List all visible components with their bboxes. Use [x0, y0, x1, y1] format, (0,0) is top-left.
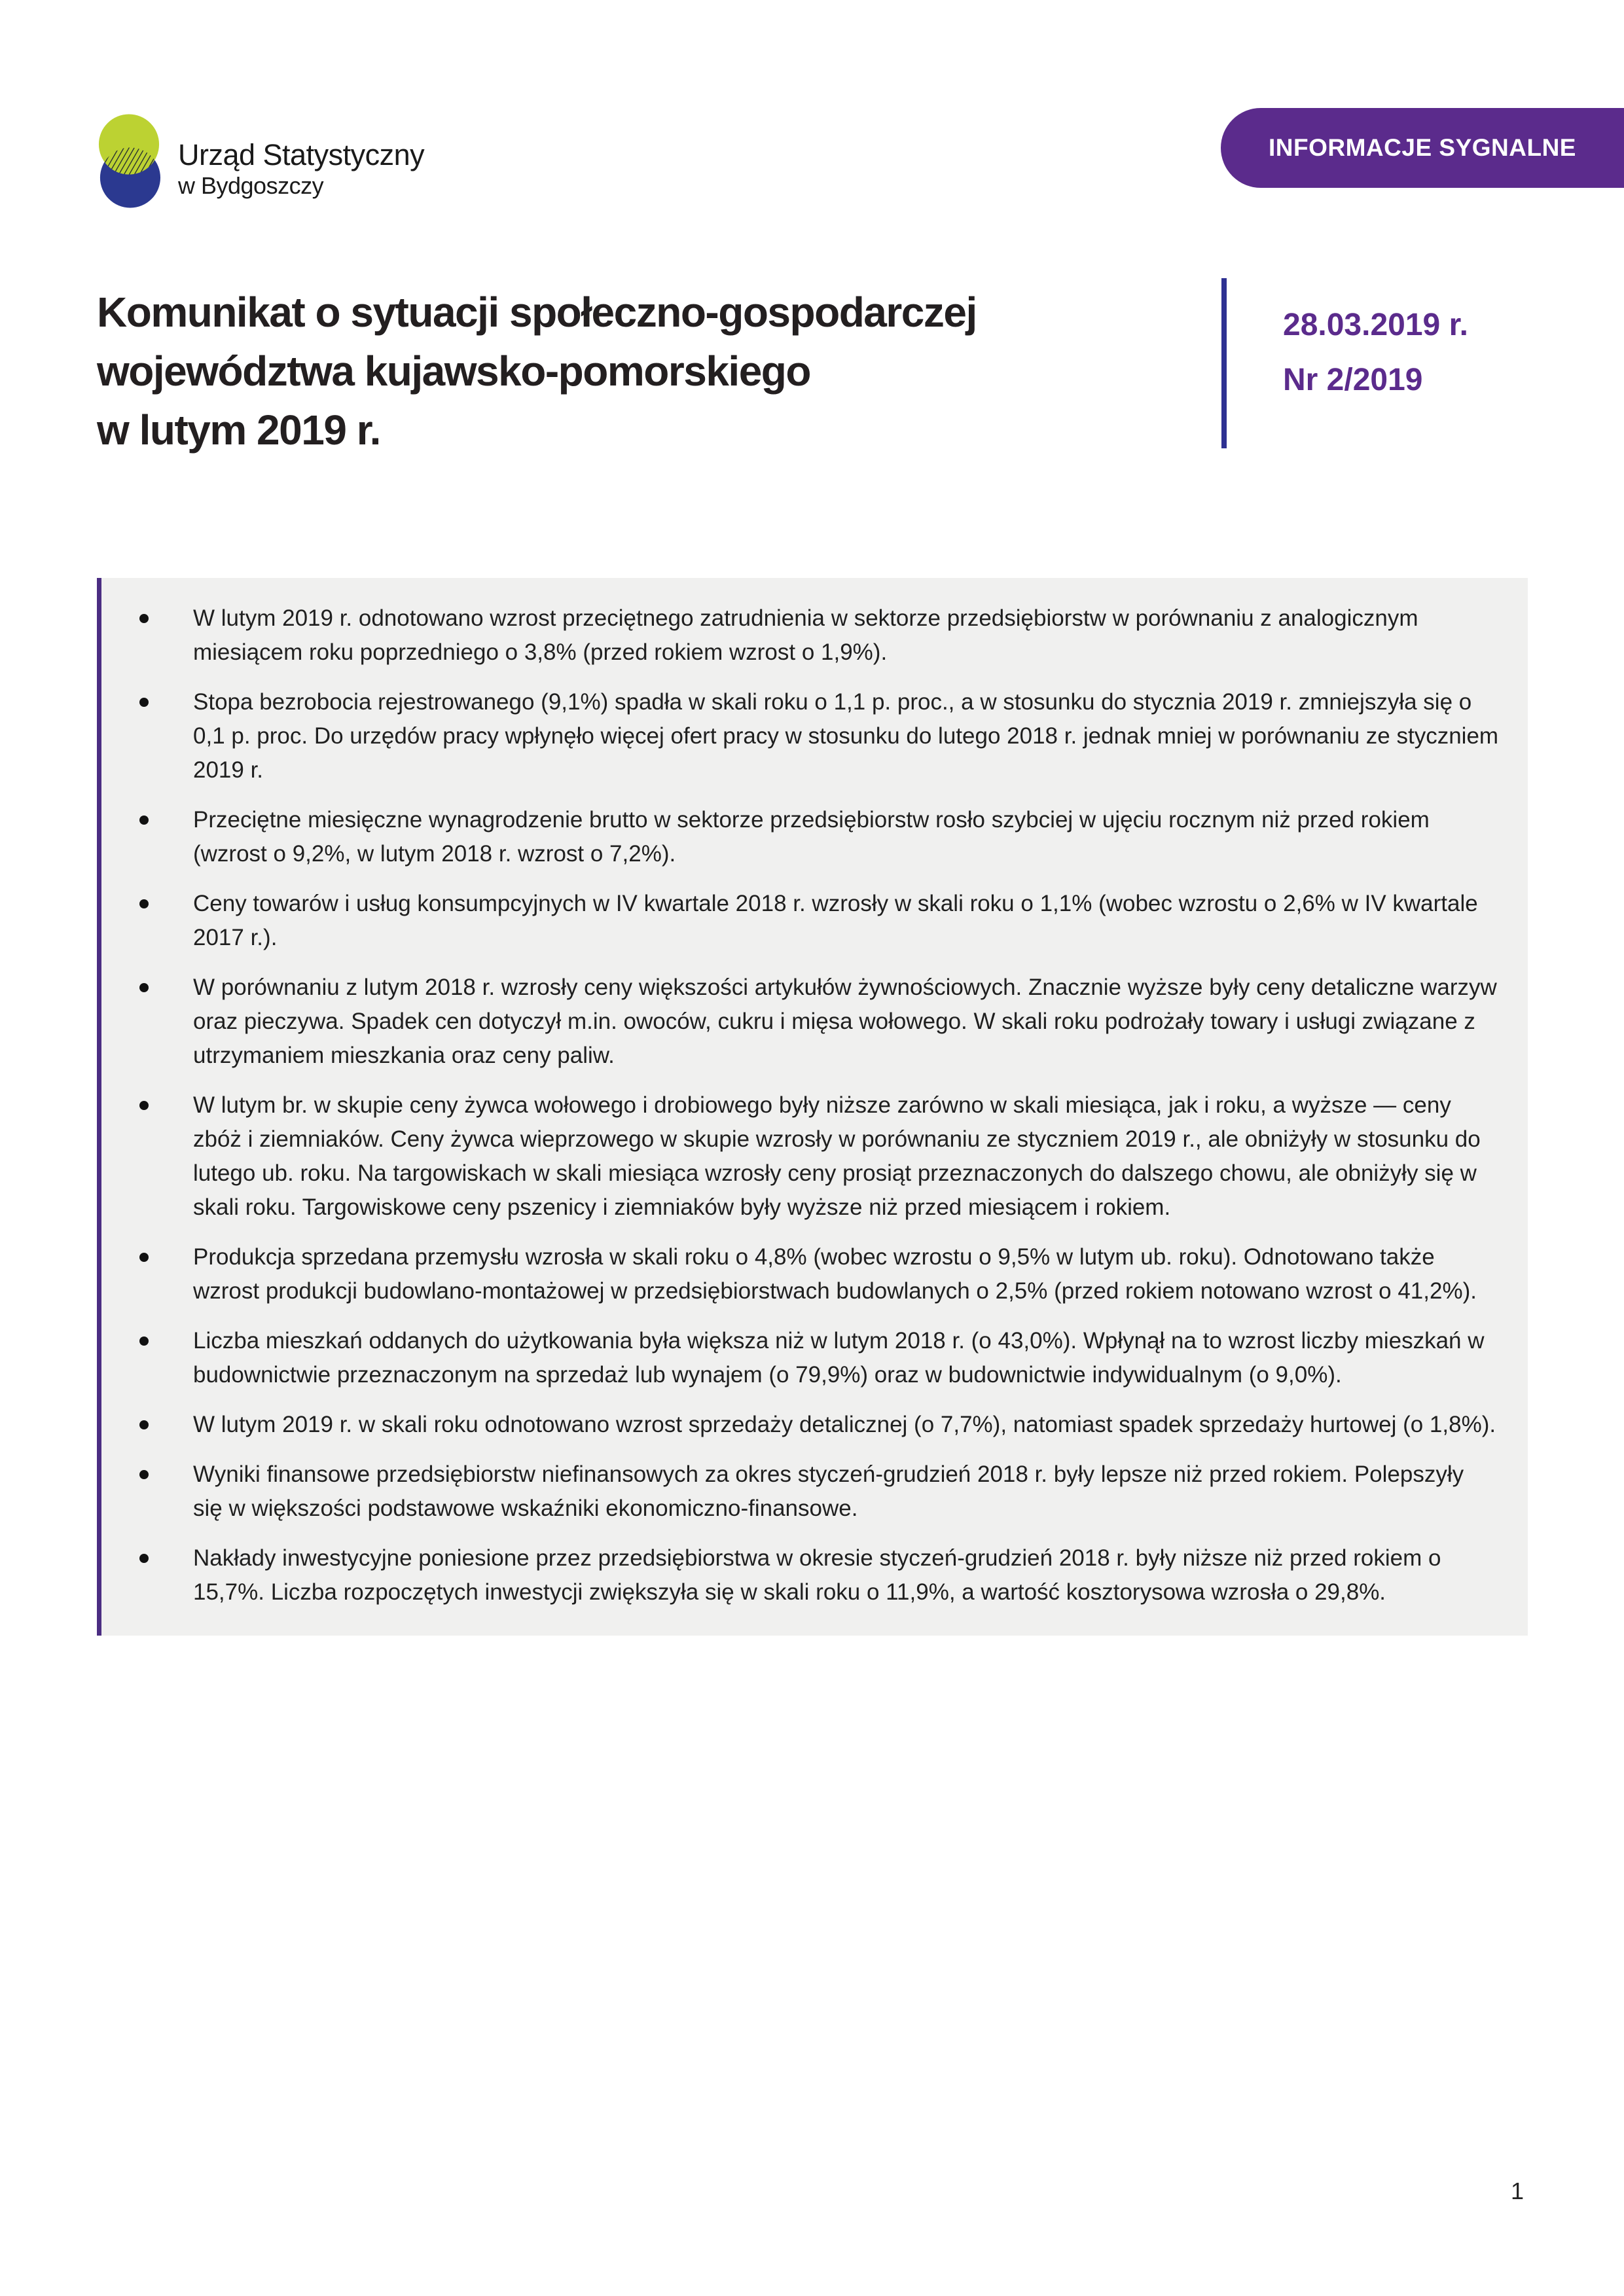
bullet-icon [139, 614, 149, 623]
highlight-text: Ceny towarów i usług konsumpcyjnych w IV kwartale 2018 r. wzrosły w skali roku o 1,1% (wobec wzrostu o 2,6% w IV kwartale 2017 r.). [193, 891, 1478, 950]
bullet-icon [139, 899, 149, 908]
bullet-icon [139, 1470, 149, 1479]
statistical-office-logo-icon [97, 113, 161, 209]
bullet-icon [139, 1253, 149, 1262]
highlights-box [97, 578, 1528, 1636]
bullet-icon [139, 698, 149, 707]
highlight-text: Stopa bezrobocia rejestrowanego (9,1%) spadła w skali roku o 1,1 p. proc., a w stosunku do stycznia 2019 r. zmniejszyła się o 0,1 p. proc. Do urzędów pracy wpłynęło więcej ofert pracy w stosunku do lutego 2018 r. jednak mniej w porównaniu ze styczniem 2019 r. [193, 689, 1499, 783]
info-signal-badge: INFORMACJE SYGNALNE [1221, 108, 1624, 188]
highlight-item [101, 1541, 1499, 1609]
bullet-icon [139, 1420, 149, 1429]
highlight-item [101, 1408, 1499, 1442]
issue-info [1221, 278, 1468, 448]
page-title [97, 283, 1177, 459]
highlight-item [101, 1324, 1499, 1392]
highlight-text: W lutym br. w skupie ceny żywca wołowego i drobiowego były niższe zarówno w skali miesiąca, jak i roku, a wyższe — ceny zbóż i ziemniaków. Ceny żywca wieprzowego w skupie wzrosły w porównaniu ze styczniem 2019 r., ale obniżyły w stosunku do lutego ub. roku. Na targowiskach w skali miesiąca wzrosły ceny prosiąt przeznaczonych do dalszego chowu, ale obniżyły się w skali roku. Targowiskowe ceny pszenicy i ziemniaków były wyższe niż przed miesiącem i rokiem. [193, 1092, 1481, 1220]
org-name: Urząd Statystyczny [178, 138, 425, 171]
highlights-list [101, 601, 1499, 1609]
highlight-item [101, 971, 1499, 1073]
highlight-item [101, 601, 1499, 670]
bullet-icon [139, 1101, 149, 1110]
page-title-line-2: województwa kujawsko-pomorskiego [97, 348, 810, 395]
highlight-item [101, 803, 1499, 871]
bullet-icon [139, 983, 149, 992]
highlight-text: Przeciętne miesięczne wynagrodzenie brutto w sektorze przedsiębiorstw rosło szybciej w ujęciu rocznym niż przed rokiem (wzrost o 9,2%, w lutym 2018 r. wzrost o 7,2%). [193, 807, 1430, 867]
issue-date: 28.03.2019 r. [1283, 308, 1468, 342]
highlight-text: Liczba mieszkań oddanych do użytkowania była większa niż w lutym 2018 r. (o 43,0%). Wpłynął na to wzrost liczby mieszkań w budownictwie przeznaczonym na sprzedaż lub wynajem (o 79,9%) oraz w budownictwie indywidualnym (o 9,0%). [193, 1328, 1485, 1388]
page-title-line-1: Komunikat o sytuacji społeczno-gospodarczej [97, 289, 977, 336]
page-title-line-3: w lutym 2019 r. [97, 406, 380, 454]
issue-number: Nr 2/2019 [1283, 363, 1423, 397]
highlight-item [101, 887, 1499, 955]
highlight-item [101, 1240, 1499, 1308]
highlight-item [101, 685, 1499, 787]
page-number: 1 [1511, 2178, 1525, 2204]
highlight-text: Wyniki finansowe przedsiębiorstw niefinansowych za okres styczeń-grudzień 2018 r. były lepsze niż przed rokiem. Polepszyły się w większości podstawowe wskaźniki ekonomiczno-finansowe. [193, 1462, 1464, 1521]
highlight-item [101, 1088, 1499, 1225]
highlight-text: Nakłady inwestycyjne poniesione przez przedsiębiorstwa w okresie styczeń-grudzień 2018 r. były niższe niż przed rokiem o 15,7%. Liczba rozpoczętych inwestycji zwiększyła się w skali roku o 11,9%, a wartość kosztorysowa wzrosła o 29,8%. [193, 1545, 1441, 1605]
bullet-icon [139, 816, 149, 825]
highlight-text: Produkcja sprzedana przemysłu wzrosła w skali roku o 4,8% (wobec wzrostu o 9,5% w lutym ub. roku). Odnotowano także wzrost produkcji budowlano-montażowej w przedsiębiorstwach budowlanych o 2,5% (przed rokiem notowano wzrost o 41,2%). [193, 1244, 1477, 1304]
highlight-item [101, 1458, 1499, 1526]
org-city: w Bydgoszczy [178, 172, 324, 199]
bullet-icon [139, 1554, 149, 1563]
org-logo [97, 113, 424, 209]
highlight-text: W lutym 2019 r. odnotowano wzrost przeciętnego zatrudnienia w sektorze przedsiębiorstw w porównaniu z analogicznym miesiącem roku poprzedniego o 3,8% (przed rokiem wzrost o 1,9%). [193, 605, 1418, 665]
highlight-text: W porównaniu z lutym 2018 r. wzrosły ceny większości artykułów żywnościowych. Znacznie wyższe były ceny detaliczne warzyw oraz pieczywa. Spadek cen dotyczył m.in. owoców, cukru i mięsa wołowego. W skali roku podrożały towary i usługi związane z utrzymaniem mieszkania oraz ceny paliw. [193, 975, 1497, 1068]
org-logo-text [178, 139, 424, 200]
bullet-icon [139, 1336, 149, 1346]
highlight-text: W lutym 2019 r. w skali roku odnotowano wzrost sprzedaży detalicznej (o 7,7%), natomiast spadek sprzedaży hurtowej (o 1,8%). [193, 1412, 1496, 1437]
